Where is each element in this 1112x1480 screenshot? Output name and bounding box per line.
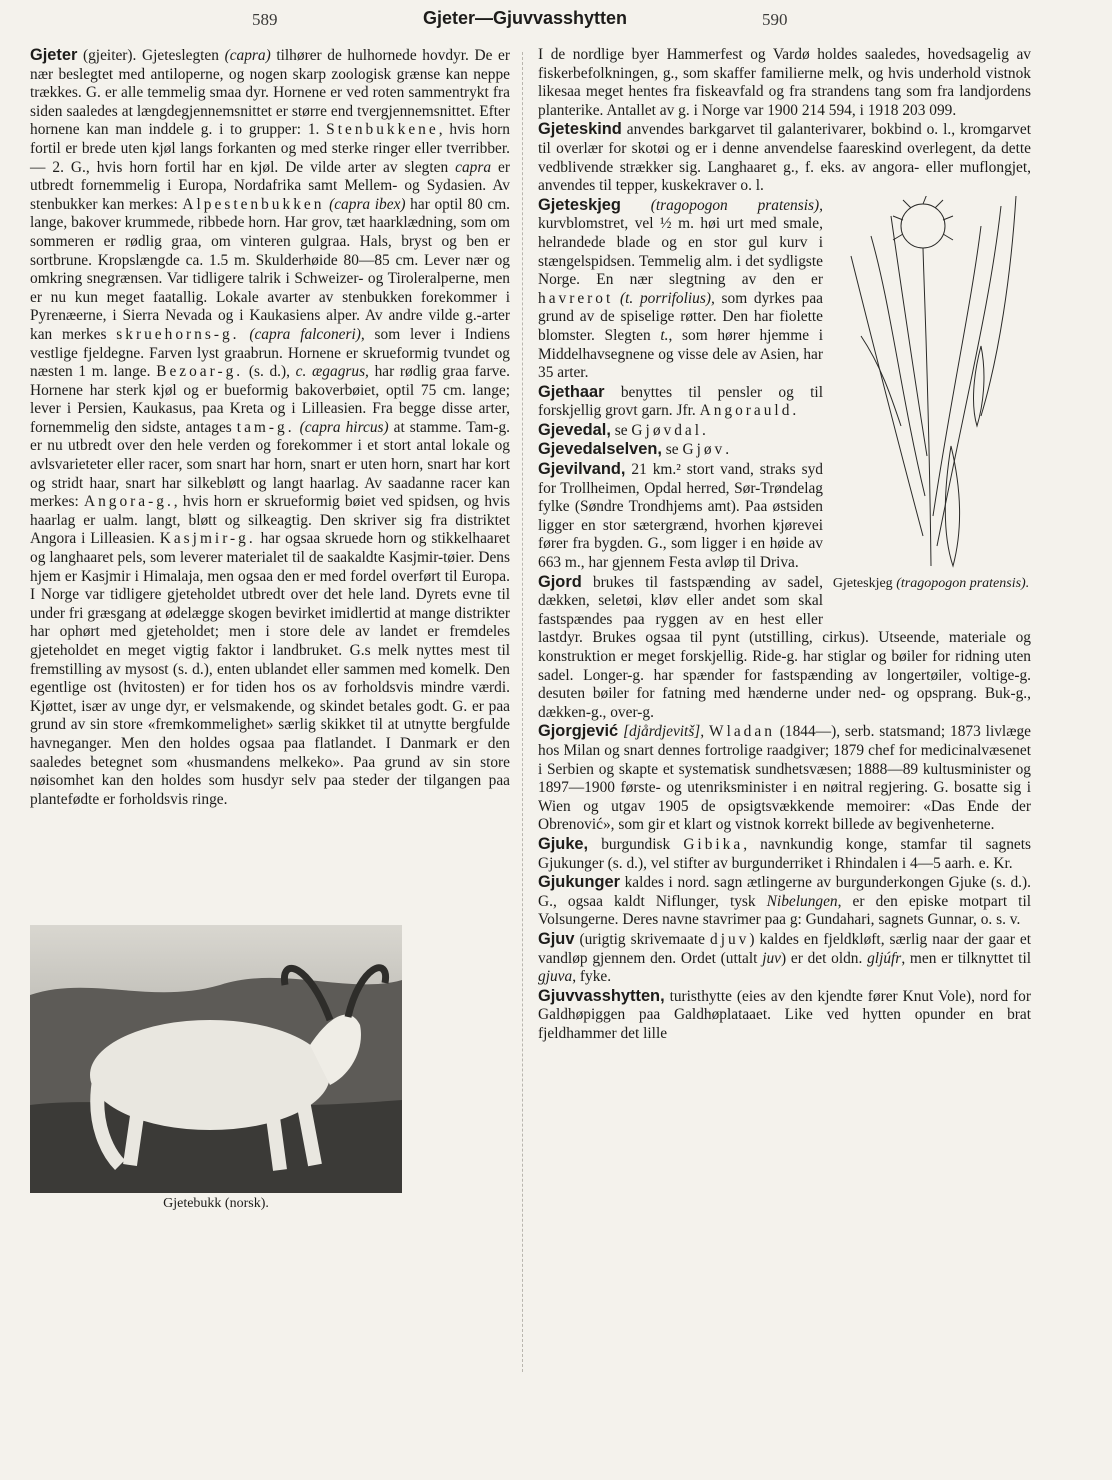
left-column [30,46,510,1221]
plant-drawing [831,196,1031,576]
page-header [0,6,1112,36]
headword: Gjuke, [538,834,589,853]
headword: Gjukunger [538,873,620,892]
entry-gjethaar: Gjethaar benyttes til pensler og til forskjellig grovt garn. Jfr. Angorauld. [538,382,823,420]
headword: Gjevilvand, [538,460,626,479]
page-number-right: 590 [762,10,788,29]
entry-gjuv: Gjuv (urigtig skrivemaate djuv) kaldes en fjeldkløft, særlig naar der gaar et vandløp gjennem den. Ordet (uttalt juv) er det oldn. gljúfr, men er tilknyttet til gjuva, fyke. [538,929,1032,986]
headword: Gjevedalselven, [538,440,662,459]
headword: Gjorgjević [538,722,619,741]
entry-gjeter-continued: I de nordlige byer Hammerfest og Vardø holdes saaledes, hovedsagelig av fiskerbefolkningen, g., som skaffer familierne melk, og hvis underhold vistnok likesaa meget hentes fra fiskeavfald og fra strandens tang som fra landjordens planterike. Antallet av g. i Norge var 1900 214 594, i 1918 203 099. [538,46,1031,119]
entry-gjevedalselven: Gjevedalselven, se Gjøv. [538,440,730,459]
entry-gjuke: Gjuke, burgundisk Gibika, navnkundig konge, stamfar til sagnets Gjukunger (s. d.), vel stifter av burgunderriket i Rhindalen i 4—5 aarh. e. Kr. [538,834,1031,872]
goat-image [30,925,402,1193]
page-number-left: 589 [252,10,278,29]
entry-gjorgjevic: Gjorgjević [djårdjevitš], Wladan (1844—), serb. statsmand; 1873 livlæge hos Milan og snart dennes fortrolige raadgiver; 1879 chef for medicinalvæsenet i Serbien og skapte et systematisk sundhetsvæsen; 1888—89 kultusminister og 1897—1900 første- og utenriksminister i en nøitral regjering. G. bosatte sig i Wien og utgav 1905 de opsigtsvækkende memoirer: «Das Ende der Obrenović», som gir et klart og vistnok korrekt billede av begivenheterne. [538,722,1031,834]
entry-gjuvvasshytten: Gjuvvasshytten, turisthytte (eies av den kjendte fører Knut Vole), nord for Galdhøpiggen paa Galdhøplataaet. Like ved hytten opunder en brat fjeldhammer det lille [538,986,1031,1042]
entry-gjord: Gjord brukes til fastspænding av sadel, dækken, seletøi, kløv eller andet som skal fastspændes paa ryggen av en hest eller lastdyr. Brukes ogsaa til pynt (utstilling, cirkus). Utseende, materiale og konstruktion er meget forskjellig. Ride-g. har stiglar og bøiler for ridning uten sadel. Longer-g. har spænder for fastspænding av longertøiler, voltige-g. desuten bøiler for fatning med hænderne under ned- og opsprang. Buk-g., dækken-g., over-g. [538,572,1031,721]
headword: Gjord [538,572,582,591]
running-title: Gjeter—Gjuvvasshytten [422,8,628,28]
entry-gjukunger: Gjukunger kaldes i nord. sagn ætlingerne av burgunderkongen Gjuke (s. d.). G., ogsaa kaldt Niflunger, tysk Nibelungen, er den episke motpart til Volsungerne. Deres navne stavrimer paa g: Gundahari, sagnets Gunnar, o. s. v. [538,873,1031,929]
entry-gjevedal: Gjevedal, se Gjøvdal. [538,420,706,439]
headword: Gjevedal, [538,420,611,439]
headword: Gjeteskind [538,120,622,139]
headword: Gjuvvasshytten, [538,986,665,1005]
headword: Gjuv [538,929,575,948]
headword: Gjeter [30,46,78,64]
gjeteskjeg-illustration [831,196,1031,614]
column-divider [522,52,523,1372]
right-column [538,46,1031,1043]
goat-caption: Gjetebukk (norsk). [163,1196,269,1211]
goat-photo [30,925,402,1217]
headword: Gjeteskjeg [538,195,621,214]
headword: Gjethaar [538,382,605,401]
entry-gjeter: Gjetebukk (norsk). Gjeter (gjeiter). Gjeteslegten (capra) tilhører de hulhornede hovdyr. De er nær beslegtet med antiloperne, og nogen skarp zoologisk grænse kan neppe trækkes. G. er alle temmelig smaa dyr. Hornene er ved roten sammentrykt fra siden saaledes at længdegjennemsnittet er større end tvergjennemsnittet. Efter hornene kan man inddele g. i to grupper: 1. Stenbukkene, hvis horn fortil er brede uten kjøl langs forkanten og med sterke ringer eller tverribber. — 2. G., hvis horn fortil har en kjøl. De vilde arter av slegten capra er utbredt fornemmelig i Europa, Nordafrika samt Mellem- og Sydasien. Av stenbukker kan merkes: Alpestenbukken (capra ibex) har optil 80 cm. lange, bakover krummede, ribbede horn. Har grov, tæt haarklædning, som om sommeren er rødlig graa, om vinteren gulgraa. Hals, bryst og ben er sortbrune. Kropslængde ca. 1.5 m. Skulderhøide 80—85 cm. Lever nær og omkring snegrænsen. Var tidligere talrik i Schweizer- og Tiroleralperne, men er nu kun meget faatallig. Lokale avarter av stenbukken forekommer i Pyrenæerne, i Sierra Nevada og i Kaukasiens alper. Av andre vilde g.-arter kan merkes skruehorns-g. (capra falconeri), som lever i Indiens vestlige fjeldegne. Farven lyst graabrun. Hornene er skrueformig tvundet og næsten 1 m. lange. Bezoar-g. (s. d.), c. ægagrus, har rødlig graa farve. Hornene har sterk kjøl og er bueformig bakoverbøiet, optil 75 cm. lange; lever i Persien, Kaukasus, paa Kreta og i Lilleasien. Fra begge disse arter, fornemmelig den sidste, antages tam-g. (capra hircus) at stamme. Tam-g. er nu utbredt over den hele verden og forekommer i et stort antal lokale og avlsvarieteter eller racer, som snart har horn, snart er uten horn, snart har kort og stridt haar, snart har silkebløtt og langt haarlag. Av saadanne racer kan merkes: Angora-g., hvis horn er skrueformig bøiet ved spidsen, og hvis haarlag er ualm. langt, bløtt og silkeagtig. Den skriver sig fra distriktet Angora i Lilleasien. Kasjmir-g. har ogsaa skruede horn og stikkelhaaret og langhaaret pels, som leverer materialet til de saakaldte Kasjmir-tøier. Dens hjem er Kasjmir i Himalaja, men ogsaa den er med fordel overført til Europa. I Norge var tidligere gjeteholdet utbredt over det hele land. Dyrets evne til under fri græsgang at ødelægge skogen bevirket imidlertid at mange distrikter har ophørt med gjeteholdet; men i store dele av landet er fremdeles gjeteholdet en meget vigtig faktor i landbruket. G.s melk nyttes mest til fremstilling av mysost (s. d.), enten ublandet eller sammen med komelk. Den egentlige ost (hvitosten) er for tiden hos os av forholdsvis mindre værdi. Kjøttet, især av unge dyr, er velsmakende, og skindet betales godt. G. er paa grund av sin store «fremkommelighet» særlig skikket til at utnytte bergfulde havneganger. Men den holdes ogsaa paa flatlandet. I Danmark er den saaledes betegnet som «husmandens melkeko». Paa grund av sin store nøisomhet kan den holdes som husdyr selv paa steder der tilgangen paa plantefødte er forholdsvis ringe. [30,46,510,809]
plant-caption: Gjeteskjeg (tragopogon pratensis). [832,575,1030,591]
entry-gjeteskind: Gjeteskind anvendes barkgarvet til galanterivarer, bokbind o. l., kromgarvet til overlær for skotøi og er i denne anvendelse faareskind overlegent, da dette vedblivende strækker sig. Langhaaret g., f. eks. av angora- eller muflongjet, anvendes til tepper, kuskekraver o. l. [538,120,1031,195]
entry-gjevilvand: Gjevilvand, 21 km.² stort vand, straks syd for Trollheimen, Opdal herred, Sør-Trøndelag fylke (Søndre Trondhjems amt). Paa østsiden ligger en stor sætergrænd, hvorhen kjørevei fører fra bygden. G., som ligger i en høide av 663 m., har gjennem Festa avløp til Driva. [538,460,823,572]
entry-gjeteskjeg: Gjeteskjeg (tragopogon pratensis), kurvblomstret, vel ½ m. høi urt med smale, helrandede blade og en stor gul kurv i stængelspidsen. Temmelig alm. i det sydligste Norge. En nær slegtning av den er havrerot (t. porrifolius), som dyrkes paa grund av de spiselige røtter. Den har fiolette blomster. Slegten t., som hører hjemme i Middelhavsegnene og visse dele av Asien, har 35 arter. [538,195,824,382]
